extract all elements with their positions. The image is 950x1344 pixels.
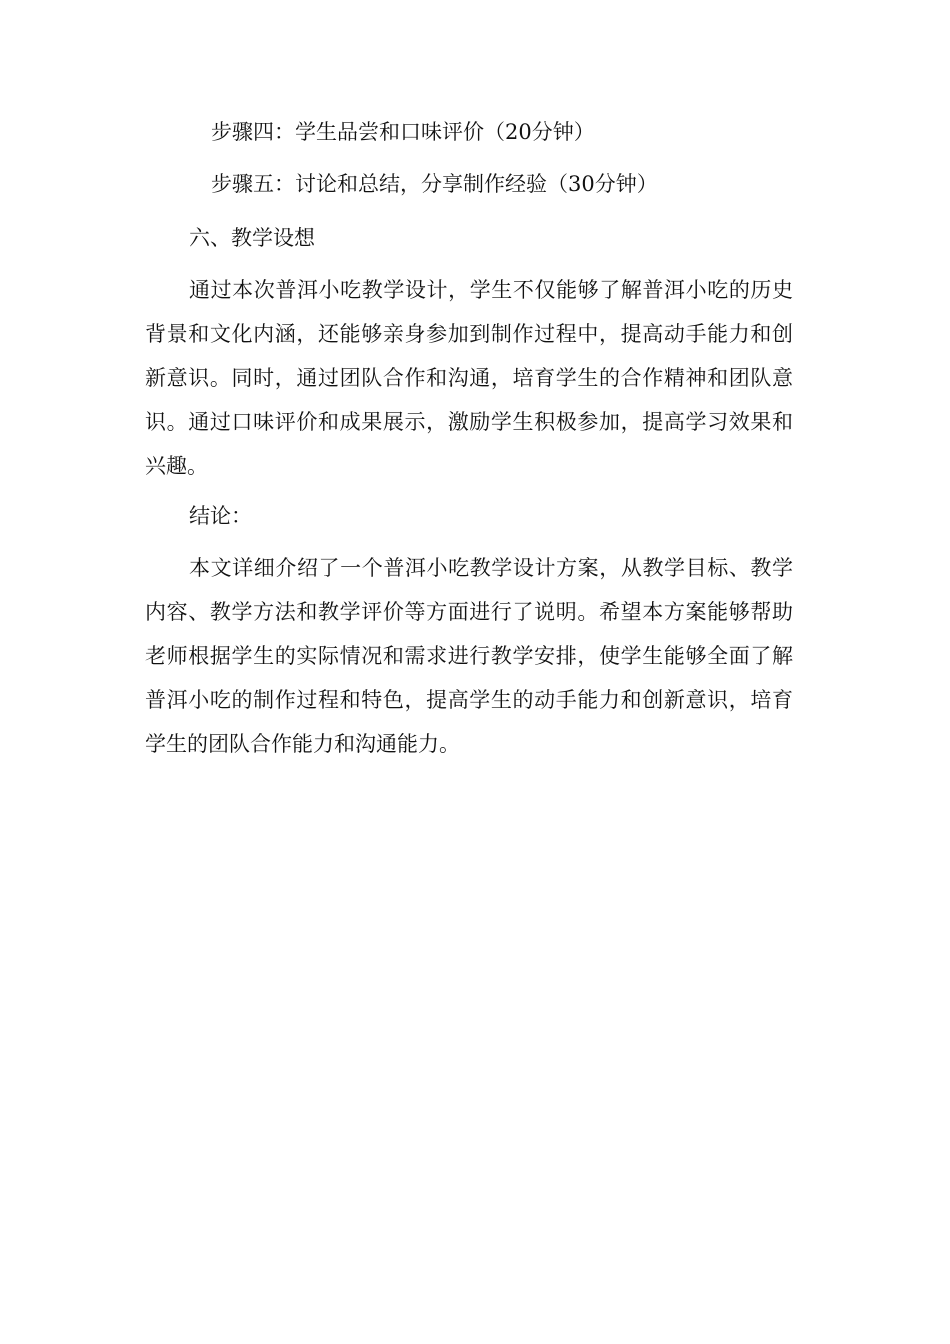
conclusion-paragraph: 本文详细介绍了一个普洱小吃教学设计方案，从教学目标、教学内容、教学方法和教学评价等方面进行了说明。希望本方案能够帮助老师根据学生的实际情况和需求进行教学安排，使学生能够全面了解普洱小吃的制作过程和特色，提高学生的动手能力和创新意识，培育学生的团队合作能力和沟通能力。 <box>145 556 793 756</box>
section-six-paragraph: 通过本次普洱小吃教学设计，学生不仅能够了解普洱小吃的历史背景和文化内涵，还能够亲身参加到制作过程中，提高动手能力和创新意识。同时，通过团队合作和沟通，培育学生的合作精神和团队意识。通过口味评价和成果展示，激励学生积极参加，提高学习效果和兴趣。 <box>145 278 793 478</box>
section-six-heading: 六、教学设想 <box>189 226 315 250</box>
conclusion-heading: 结论： <box>189 504 252 528</box>
step-four-line: 步骤四：学生品尝和口味评价（20分钟） <box>211 120 595 144</box>
document-body <box>145 112 795 772</box>
step-five-line: 步骤五：讨论和总结，分享制作经验（30分钟） <box>211 172 658 196</box>
